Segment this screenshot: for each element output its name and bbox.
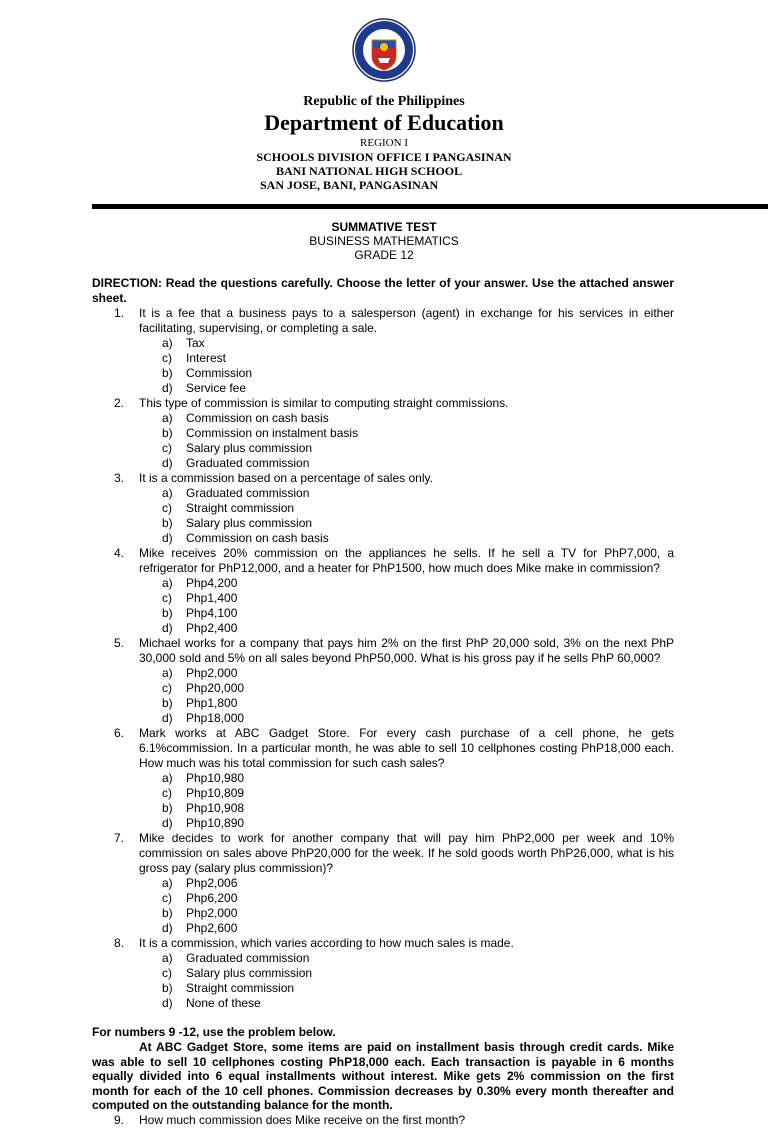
question-7 xyxy=(92,831,674,936)
question-2 xyxy=(92,396,674,471)
deped-seal-logo xyxy=(352,18,416,82)
answer-options xyxy=(92,771,674,831)
answer-option xyxy=(162,801,478,816)
option-letter: b) xyxy=(162,366,173,380)
question-8 xyxy=(92,936,674,1011)
option-letter: d) xyxy=(162,621,173,635)
problem-text: At ABC Gadget Store, some items are paid on installment basis through credit cards. Mike was able to sell 10 cellphones costing PhP18,000 each. Each transaction is payable in 6 months equally divided into 6 equal installments without interest. Mike gets 2% commission on the first month for each of the 10 cell phones. Commission decreases by 0.30% every month thereafter and computed on the outstanding balance for the month. xyxy=(92,1040,674,1112)
answer-option xyxy=(162,696,478,711)
option-text: Php2,000 xyxy=(186,666,238,680)
question-6 xyxy=(92,726,674,831)
option-letter: c) xyxy=(162,786,172,800)
option-text: Php10,908 xyxy=(186,801,245,815)
option-text: Salary plus commission xyxy=(186,516,313,530)
answer-options xyxy=(92,411,674,471)
question-text: How much commission does Mike receive on the first month? xyxy=(139,1112,466,1127)
question-number: 5. xyxy=(114,636,125,650)
question-text: Michael works for a company that pays him 2% on the first PhP 20,000 sold, 3% on the next PhP 30,000 sold and 5% on all sales beyond PhP50,000. What is his gross pay if he sells PhP 60,000? xyxy=(139,636,674,665)
answer-option xyxy=(162,786,478,801)
option-text: Commission on instalment basis xyxy=(186,426,359,440)
option-text: Php20,000 xyxy=(186,681,245,695)
question-5 xyxy=(92,636,674,726)
option-letter: d) xyxy=(162,711,173,725)
question-text: This type of commission is similar to computing straight commissions. xyxy=(139,396,509,410)
answer-option xyxy=(162,531,478,546)
address-line: SAN JOSE, BANI, PANGASINAN xyxy=(260,178,439,192)
answer-option xyxy=(162,381,478,396)
question-stem xyxy=(92,396,674,411)
test-content xyxy=(92,276,674,1128)
answer-option xyxy=(162,711,478,726)
answer-options xyxy=(92,876,674,936)
option-letter: c) xyxy=(162,681,172,695)
answer-options xyxy=(92,336,674,396)
option-text: Php4,100 xyxy=(186,606,238,620)
department-title: Department of Education xyxy=(264,110,504,135)
test-grade: GRADE 12 xyxy=(354,248,414,262)
question-stem xyxy=(92,306,674,336)
question-text: Mike receives 20% commission on the appliances he sells. If he sell a TV for PhP7,000, a refrigerator for PhP12,000, and a heater for PhP1500, how much does Mike make in commission? xyxy=(139,546,674,575)
option-letter: c) xyxy=(162,351,172,365)
option-letter: a) xyxy=(162,666,173,680)
answer-option xyxy=(162,486,478,501)
answer-option xyxy=(162,951,478,966)
region-line: REGION I xyxy=(360,137,408,149)
answer-option xyxy=(162,981,478,996)
option-text: Straight commission xyxy=(186,501,295,515)
question-stem xyxy=(92,936,674,951)
option-letter: c) xyxy=(162,591,172,605)
option-text: Php2,000 xyxy=(186,906,238,920)
republic-line: Republic of the Philippines xyxy=(303,94,465,109)
option-text: Php10,980 xyxy=(186,771,245,785)
question-stem xyxy=(92,636,674,666)
answer-options xyxy=(92,666,674,726)
option-text: Php4,200 xyxy=(186,576,238,590)
option-text: Commission on cash basis xyxy=(186,411,329,425)
option-text: Php1,400 xyxy=(186,591,238,605)
option-text: Tax xyxy=(186,336,205,350)
option-text: Php2,400 xyxy=(186,621,238,635)
question-text: It is a fee that a business pays to a salesperson (agent) in exchange for his services in either facilitating, supervising, or completing a sale. xyxy=(139,306,674,335)
question-stem xyxy=(92,546,674,576)
answer-option xyxy=(162,681,478,696)
answer-options xyxy=(92,576,674,636)
question-text: Mark works at ABC Gadget Store. For every cash purchase of a cell phone, he gets 6.1%commission. In a particular month, he was able to sell 10 cellphones costing PhP18,000 each. How much was his total commission for such cash sales? xyxy=(139,726,674,770)
option-letter: a) xyxy=(162,951,173,965)
option-letter: c) xyxy=(162,441,172,455)
option-letter: a) xyxy=(162,486,173,500)
answer-option xyxy=(162,351,478,366)
option-text: Graduated commission xyxy=(186,456,310,470)
option-letter: d) xyxy=(162,531,173,545)
option-text: Php18,000 xyxy=(186,711,245,725)
question-stem xyxy=(92,831,674,876)
option-text: Graduated commission xyxy=(186,951,310,965)
answer-option xyxy=(162,411,674,426)
option-text: Straight commission xyxy=(186,981,295,995)
question-number: 1. xyxy=(114,306,125,320)
answer-option xyxy=(162,606,478,621)
option-letter: a) xyxy=(162,771,173,785)
division-line: SCHOOLS DIVISION OFFICE I PANGASINAN xyxy=(256,150,512,164)
option-text: Interest xyxy=(186,351,227,365)
answer-option xyxy=(162,366,478,381)
answer-option xyxy=(162,816,478,831)
option-text: Php2,006 xyxy=(186,876,238,890)
question-text: It is a commission based on a percentage of sales only. xyxy=(139,471,433,485)
question-9 xyxy=(92,1113,674,1128)
question-text: It is a commission, which varies according to how much sales is made. xyxy=(139,936,514,950)
answer-option xyxy=(162,516,478,531)
option-text: Salary plus commission xyxy=(186,441,313,455)
question-number: 8. xyxy=(114,936,125,950)
option-text: Php10,809 xyxy=(186,786,245,800)
option-letter: b) xyxy=(162,516,173,530)
option-text: Commission on cash basis xyxy=(186,531,329,545)
answer-option xyxy=(162,456,674,471)
option-letter: a) xyxy=(162,411,173,425)
question-number: 3. xyxy=(114,471,125,485)
option-text: Php10,890 xyxy=(186,816,245,830)
option-text: Commission xyxy=(186,366,253,380)
question-list xyxy=(92,306,674,1011)
option-letter: a) xyxy=(162,876,173,890)
question-4 xyxy=(92,546,674,636)
answer-option xyxy=(162,771,478,786)
answer-option xyxy=(162,621,478,636)
answer-option xyxy=(162,426,674,441)
option-letter: b) xyxy=(162,696,173,710)
answer-option xyxy=(162,441,674,456)
answer-option xyxy=(162,906,478,921)
direction-text: DIRECTION: Read the questions carefully. Choose the letter of your answer. Use the attached answer sheet. xyxy=(92,276,674,305)
option-letter: a) xyxy=(162,576,173,590)
answer-options xyxy=(92,486,674,546)
test-subject: BUSINESS MATHEMATICS xyxy=(309,234,459,248)
answer-option xyxy=(162,501,478,516)
question-stem xyxy=(92,471,674,486)
answer-option xyxy=(162,996,478,1011)
answer-option xyxy=(162,576,478,591)
option-text: Salary plus commission xyxy=(186,966,313,980)
test-title: SUMMATIVE TEST xyxy=(331,220,437,234)
option-text: Service fee xyxy=(186,381,247,395)
question-text: Mike decides to work for another company that will pay him PhP2,000 per week and 10% commission on sales above PhP20,000 for the week. If he sold goods worth PhP26,000, what is his gross pay (salary plus commission)? xyxy=(139,831,674,875)
option-text: Php2,600 xyxy=(186,921,238,935)
option-letter: b) xyxy=(162,906,173,920)
option-letter: b) xyxy=(162,981,173,995)
answer-option xyxy=(162,966,478,981)
question-number: 9. xyxy=(114,1112,125,1127)
option-text: Php1,800 xyxy=(186,696,238,710)
option-letter: d) xyxy=(162,456,173,470)
answer-option xyxy=(162,666,478,681)
school-line: BANI NATIONAL HIGH SCHOOL xyxy=(276,164,463,178)
answer-option xyxy=(162,876,478,891)
option-letter: d) xyxy=(162,381,173,395)
option-letter: b) xyxy=(162,426,173,440)
question-number: 4. xyxy=(114,546,125,560)
question-number: 7. xyxy=(114,831,125,845)
answer-option xyxy=(162,591,478,606)
question-number: 2. xyxy=(114,396,125,410)
option-letter: c) xyxy=(162,891,172,905)
answer-option xyxy=(162,891,478,906)
answer-option xyxy=(162,336,478,351)
option-text: Graduated commission xyxy=(186,486,310,500)
answer-option xyxy=(162,921,478,936)
option-text: Php6,200 xyxy=(186,891,238,905)
header-divider xyxy=(92,204,768,209)
question-number: 6. xyxy=(114,726,125,740)
option-letter: b) xyxy=(162,801,173,815)
option-letter: c) xyxy=(162,966,172,980)
option-letter: d) xyxy=(162,921,173,935)
option-text: None of these xyxy=(186,996,261,1010)
option-letter: c) xyxy=(162,501,172,515)
question-1 xyxy=(92,306,674,396)
option-letter: d) xyxy=(162,996,173,1010)
question-3 xyxy=(92,471,674,546)
option-letter: d) xyxy=(162,816,173,830)
question-stem xyxy=(92,726,674,771)
problem-note: For numbers 9 -12, use the problem below. xyxy=(92,1025,336,1039)
option-letter: a) xyxy=(162,336,173,350)
option-letter: b) xyxy=(162,606,173,620)
answer-options xyxy=(92,951,674,1011)
